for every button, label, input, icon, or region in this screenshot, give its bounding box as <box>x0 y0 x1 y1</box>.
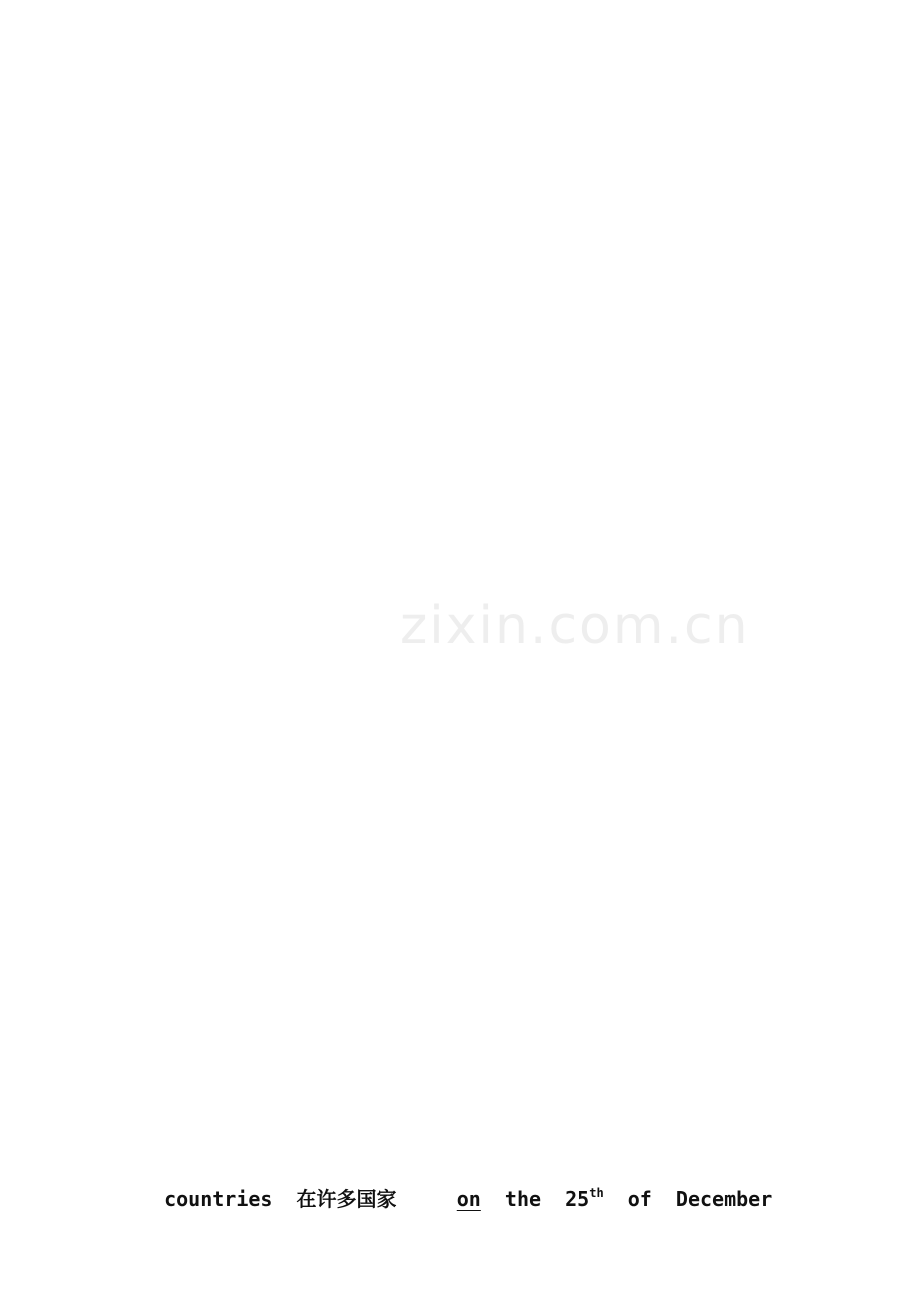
phrase-line-11 <box>140 1058 781 1084</box>
vocab-line-3 <box>166 219 781 245</box>
of-december: of December <box>603 1187 773 1211</box>
phrase-line-12 <box>140 1106 781 1132</box>
in-many-countries: countries 在许多国家 <box>164 1187 457 1211</box>
phrase-line-3 <box>140 674 781 700</box>
phrase-line-13 <box>140 1154 781 1211</box>
vocab-line-1 <box>166 123 781 149</box>
vocab-line-5 <box>140 315 781 341</box>
phrase-line-4 <box>140 722 781 748</box>
phrase-line-6 <box>140 818 781 844</box>
the-25: the 25 <box>480 1187 590 1211</box>
phrase-line-2 <box>140 626 781 652</box>
section-heading <box>140 509 781 535</box>
blank-on: on <box>456 1187 481 1211</box>
vocab-line-4 <box>140 267 781 293</box>
watermark: zixin.com.cn <box>400 596 750 656</box>
phrase-line-8 <box>140 914 781 940</box>
ordinal-suffix: th <box>589 1186 604 1200</box>
phrase-line-5 <box>140 770 781 796</box>
phrase-line-1 <box>140 578 781 604</box>
phrase-line-9 <box>140 962 781 988</box>
phrase-line-10 <box>140 1010 781 1036</box>
phrase-line-7 <box>140 866 781 892</box>
vocab-line-2 <box>140 171 781 197</box>
